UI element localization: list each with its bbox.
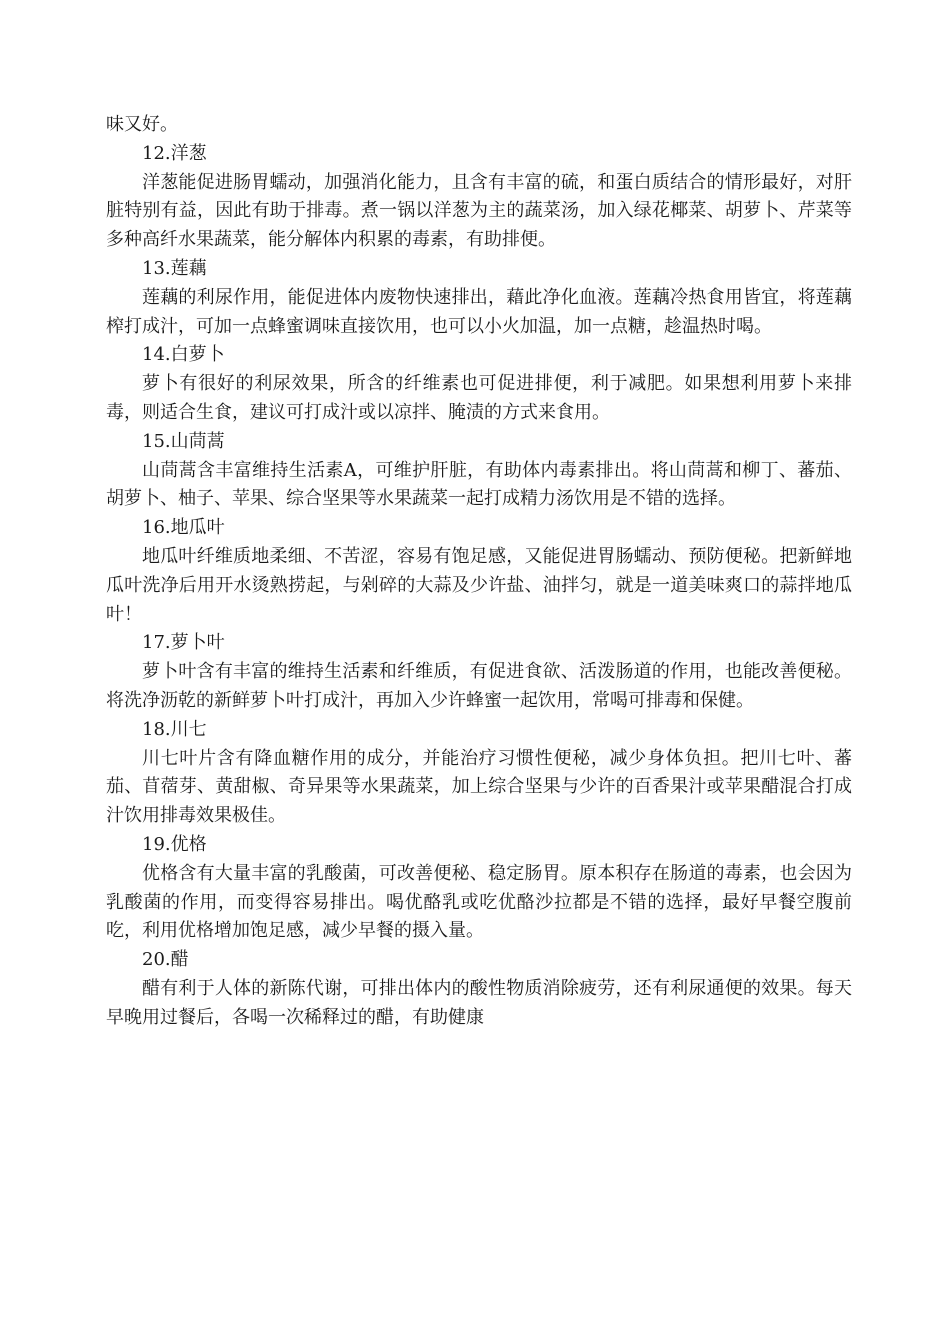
section-heading-white-radish: 14.白萝卜 [142, 344, 225, 366]
section-heading-vinegar: 20.醋 [142, 949, 189, 971]
section-heading-radish-leaf: 17.萝卜叶 [142, 632, 225, 654]
section-heading-onion: 12.洋葱 [142, 142, 207, 164]
document-body [106, 111, 852, 1033]
intro-continuation: 味又好。 [106, 114, 178, 135]
section-heading-sweet-potato-leaf: 16.地瓜叶 [142, 517, 225, 539]
section-heading-crown-daisy: 15.山茼蒿 [142, 430, 225, 452]
section-body-onion: 洋葱能促进肠胃蠕动，加强消化能力，且含有丰富的硫，和蛋白质结合的情形最好，对肝脏特别有益，因此有助于排毒。煮一锅以洋葱为主的蔬菜汤，加入绿花椰菜、胡萝卜、芹菜等多种高纤水果蔬菜，能分解体内积累的毒素，有助排便。 [106, 171, 852, 251]
section-body-white-radish: 萝卜有很好的利尿效果，所含的纤维素也可促进排便，利于减肥。如果想利用萝卜来排毒，则适合生食，建议可打成汁或以凉拌、腌渍的方式来食用。 [106, 373, 852, 423]
section-heading-lotus-root: 13.莲藕 [142, 257, 207, 279]
section-heading-yogurt: 19.优格 [142, 833, 207, 855]
section-heading-chuanqi: 18.川七 [142, 718, 207, 740]
section-body-lotus-root: 莲藕的利尿作用，能促进体内废物快速排出，藉此净化血液。莲藕冷热食用皆宜，将莲藕榨打成汁，可加一点蜂蜜调味直接饮用，也可以小火加温，加一点糖，趁温热时喝。 [106, 286, 852, 337]
section-body-chuanqi: 川七叶片含有降血糖作用的成分，并能治疗习惯性便秘，减少身体负担。把川七叶、蕃茄、苜蓿芽、黄甜椒、奇异果等水果蔬菜，加上综合坚果与少许的百香果汁或苹果醋混合打成汁饮用排毒效果极佳。 [106, 747, 852, 827]
section-body-radish-leaf: 萝卜叶含有丰富的维持生活素和纤维质，有促进食欲、活泼肠道的作用，也能改善便秘。将洗净沥乾的新鲜萝卜叶打成汁，再加入少许蜂蜜一起饮用，常喝可排毒和保健。 [106, 661, 852, 711]
section-body-vinegar: 醋有利于人体的新陈代谢，可排出体内的酸性物质消除疲劳，还有利尿通便的效果。每天早晚用过餐后，各喝一次稀释过的醋，有助健康 [106, 977, 852, 1028]
section-body-crown-daisy: 山茼蒿含丰富维持生活素A，可维护肝脏，有助体内毒素排出。将山茼蒿和柳丁、蕃茄、胡萝卜、柚子、苹果、综合坚果等水果蔬菜一起打成精力汤饮用是不错的选择。 [106, 459, 852, 510]
section-body-yogurt: 优格含有大量丰富的乳酸菌，可改善便秘、稳定肠胃。原本积存在肠道的毒素，也会因为乳酸菌的作用，而变得容易排出。喝优酪乳或吃优酪沙拉都是不错的选择，最好早餐空腹前吃，利用优格增加饱足感，减少早餐的摄入量。 [106, 862, 852, 942]
section-body-sweet-potato-leaf: 地瓜叶纤维质地柔细、不苦涩，容易有饱足感，又能促进胃肠蠕动、预防便秘。把新鲜地瓜叶洗净后用开水烫熟捞起，与剁碎的大蒜及少许盐、油拌匀，就是一道美味爽口的蒜拌地瓜叶！ [106, 545, 852, 625]
